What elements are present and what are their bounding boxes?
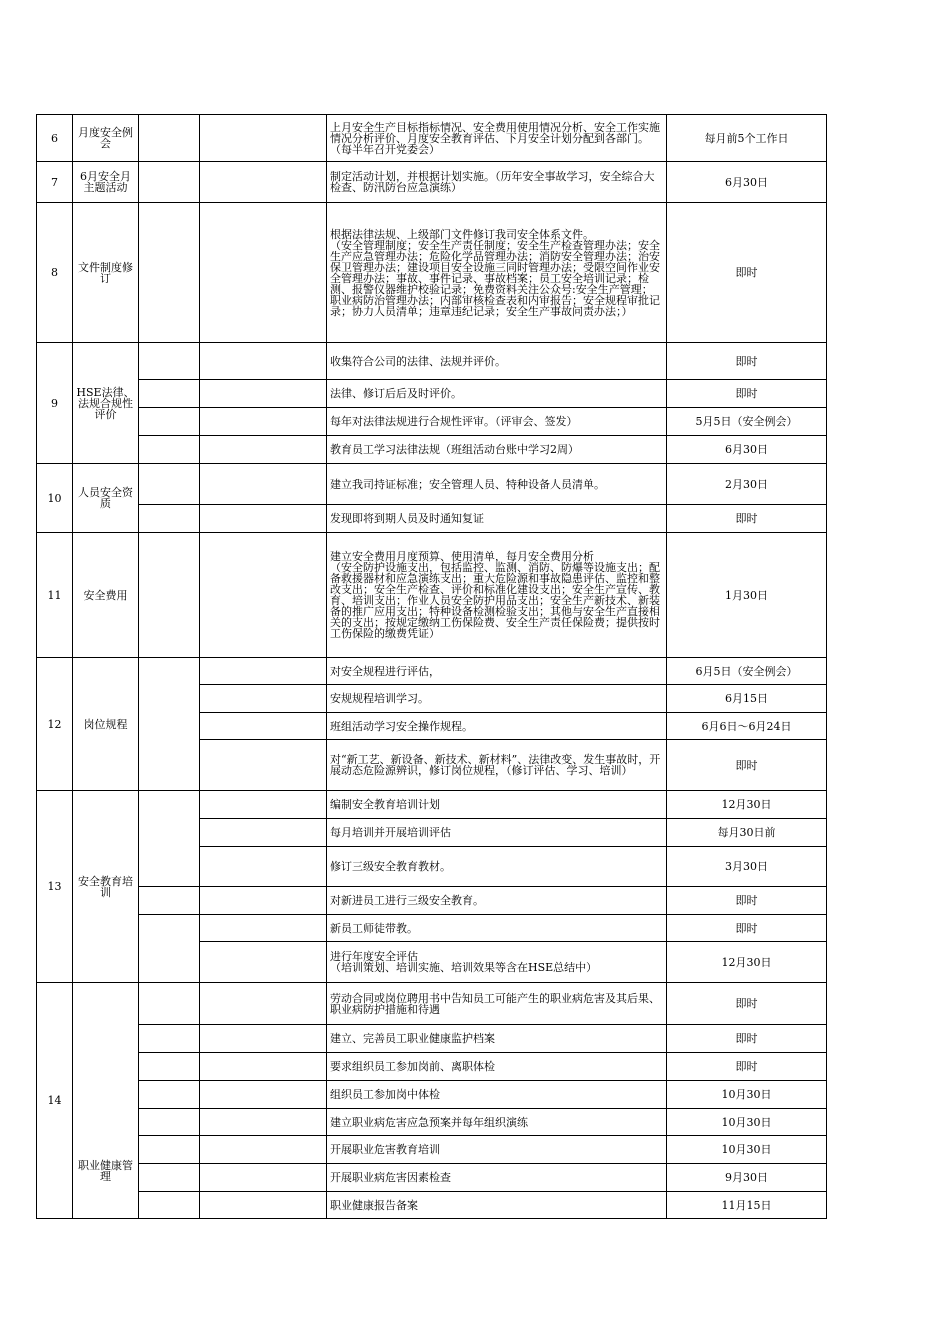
task-deadline: 10月30日 [667,1081,827,1109]
task-content-text: 新员工师徒带教。 [330,921,418,935]
task-deadline: 即时 [667,1025,827,1053]
blank-cell [200,1164,327,1192]
task-deadline: 12月30日 [667,791,827,819]
task-content [327,436,667,464]
task-deadline: 即时 [667,203,827,343]
task-content [327,464,667,505]
task-content-text: 建立、完善员工职业健康监护档案 [330,1032,495,1045]
task-content [327,1136,667,1164]
table-row [37,1164,827,1192]
blank-cell [139,1053,200,1081]
blank-cell [200,408,327,436]
table-row [37,115,827,162]
task-deadline: 10月30日 [667,1109,827,1136]
task-deadline: 10月30日 [667,1136,827,1164]
task-content-text: 法律、修订后后及时评价。 [330,387,462,400]
task-deadline: 6月5日（安全例会） [667,658,827,685]
blank-cell [200,658,327,685]
task-content [327,203,667,343]
blank-cell [139,1081,200,1109]
task-content [327,1053,667,1081]
blank-cell [139,1136,200,1164]
section-item-name: 6月安全月主题活动 [73,162,139,203]
task-deadline: 11月15日 [667,1192,827,1219]
task-content-text: 修订三级安全教育教材。 [330,860,451,873]
task-content [327,942,667,983]
blank-cell [200,1053,327,1081]
blank-cell [200,343,327,380]
blank-cell [200,740,327,791]
blank-cell [139,1164,200,1192]
task-deadline: 每月前5个工作日 [667,115,827,162]
blank-cell [139,533,200,658]
blank-cell [200,1192,327,1219]
task-content [327,380,667,408]
task-content-text: 对新进员工进行三级安全教育。 [330,894,484,907]
task-deadline: 12月30日 [667,942,827,983]
section-item-name: 安全费用 [73,533,139,658]
task-content-text: 建立职业病危害应急预案并每年组织演练 [330,1115,528,1129]
blank-cell [139,115,200,162]
safety-work-plan-table [36,114,827,1219]
blank-cell [139,408,200,436]
blank-cell [200,380,327,408]
table-row [37,505,827,533]
task-content [327,1081,667,1109]
task-content-text: 组织员工参加岗中体检 [330,1088,440,1101]
task-content-text: 开展职业病危害因素检查 [330,1171,451,1184]
blank-cell [200,505,327,533]
blank-cell [139,658,200,791]
blank-cell [200,847,327,887]
section-item-name: 月度安全例会 [73,115,139,162]
blank-cell [200,115,327,162]
blank-cell [200,162,327,203]
blank-cell [139,162,200,203]
task-content-text: 制定活动计划，并根据计划实施。（历年安全事故学习，安全综合大检查、防汛防台应急演练） [330,170,655,194]
table-row [37,203,827,343]
task-content-text: 进行年度安全评估 （培训策划、培训实施、培训效果等含在HSE总结中） [330,950,598,974]
table-row [37,464,827,505]
section-number: 14 [37,983,73,1219]
task-content-text: 要求组织员工参加岗前、离职体检 [330,1060,495,1073]
task-content [327,847,667,887]
section-number: 12 [37,658,73,791]
task-deadline: 9月30日 [667,1164,827,1192]
task-deadline: 5月5日（安全例会） [667,408,827,436]
task-content-text: 对安全规程进行评估， [330,664,440,678]
blank-cell [200,1136,327,1164]
task-content [327,887,667,915]
task-content [327,819,667,847]
task-content [327,915,667,942]
section-number: 11 [37,533,73,658]
section-item-name: HSE法律、法规合规性评价 [73,343,139,464]
task-content-text: 上月安全生产目标指标情况、安全费用使用情况分析、安全工作实施情况分析评价、月度安全教育评估、下月安全计划分配到各部门。（每半年召开党委会） [330,120,660,156]
task-content [327,533,667,658]
blank-cell [139,983,200,1025]
table-row [37,1109,827,1136]
blank-cell [139,1025,200,1053]
table-row [37,380,827,408]
section-number: 13 [37,791,73,983]
table-row [37,983,827,1025]
blank-cell [200,983,327,1025]
task-deadline: 即时 [667,1053,827,1081]
section-number: 9 [37,343,73,464]
section-item-name: 安全教育培训 [73,791,139,983]
section-item-name: 岗位规程 [73,658,139,791]
task-content-text: 对“新工艺、新设备、新技术、新材料”、法律改变、发生事故时，开展动态危险源辨识，修订岗位规程，（修订评估、学习、培训） [330,753,661,777]
task-deadline: 1月30日 [667,533,827,658]
task-deadline: 6月6日～6月24日 [667,713,827,740]
task-content-text: 建立我司持证标准；安全管理人员、特种设备人员清单。 [330,477,605,491]
table-row [37,658,827,685]
blank-cell [200,685,327,713]
task-deadline: 6月30日 [667,162,827,203]
task-deadline: 即时 [667,505,827,533]
task-content [327,162,667,203]
task-content [327,791,667,819]
task-content [327,983,667,1025]
task-content-text: 教育员工学习法律法规（班组活动台账中学习2周） [330,443,579,456]
task-deadline: 2月30日 [667,464,827,505]
blank-cell [139,887,200,915]
blank-cell [139,915,200,983]
blank-cell [200,436,327,464]
task-content-text: 每月培训并开展培训评估 [330,826,451,839]
section-number: 7 [37,162,73,203]
table-row [37,343,827,380]
blank-cell [139,791,200,887]
task-content-text: 建立安全费用月度预算、使用清单，每月安全费用分析 （安全防护设施支出，包括监控、监测、消防、防爆等设施支出；配备救援器材和应急演练支出；重大危险源和事故隐患评估、监控和整改支出；安全生产检查、评价和标准化建设支出；安全生产宣传、教育、培训支出；作业人员安全防护用品支出；安全生产新技术、新装备的推广应用支出；特种设备检测检验支出；其他与安全生产直接相关的支出；按规定缴纳工伤保险费、安全生产责任保险费；提供按时工伤保险的缴费凭证） [330,550,660,640]
section-number: 10 [37,464,73,533]
task-content-text: 职业健康报告备案 [330,1198,418,1212]
blank-cell [200,464,327,505]
task-content-text: 每年对法律法规进行合规性评审。（评审会、签发） [330,415,578,428]
blank-cell [200,713,327,740]
section-item-name: 职业健康管理 [73,983,139,1219]
blank-cell [200,533,327,658]
task-deadline: 即时 [667,915,827,942]
task-content [327,1192,667,1219]
task-deadline: 即时 [667,983,827,1025]
task-content-text: 班组活动学习安全操作规程。 [330,719,473,733]
table-row [37,533,827,658]
blank-cell [200,1025,327,1053]
table-row [37,408,827,436]
blank-cell [139,380,200,408]
task-content [327,1164,667,1192]
blank-cell [200,1109,327,1136]
schedule-sheet [36,114,826,1219]
task-content-text: 劳动合同或岗位聘用书中告知员工可能产生的职业病危害及其后果、职业病防护措施和待遇 [330,991,660,1016]
task-content [327,658,667,685]
table-row [37,1053,827,1081]
task-content [327,1025,667,1053]
task-content-text: 收集符合公司的法律、法规并评价。 [330,354,506,368]
table-row [37,791,827,819]
task-content [327,343,667,380]
table-row [37,162,827,203]
blank-cell [200,915,327,942]
blank-cell [200,942,327,983]
task-deadline: 每月30日前 [667,819,827,847]
task-content [327,408,667,436]
blank-cell [139,505,200,533]
table-row [37,1025,827,1053]
table-row [37,1136,827,1164]
blank-cell [139,1192,200,1219]
task-content [327,713,667,740]
task-content [327,505,667,533]
blank-cell [200,791,327,819]
blank-cell [200,203,327,343]
task-deadline: 6月30日 [667,436,827,464]
task-deadline: 6月15日 [667,685,827,713]
task-content [327,685,667,713]
table-row [37,887,827,915]
task-content-text: 根据法律法规、上级部门文件修订我司安全体系文件。 （安全管理制度；安全生产责任制度；安全生产检查管理办法；安全生产应急管理办法；危险化学品管理办法；消防安全管理办法；治安保卫管理办法；建设项目安全设施三同时管理办法；受限空间作业安全管理办法；事故、事件记录、事故档案；员工安全培训记录；检测、报警仪器维护校验记录；免费资料关注公众号:安全生产管理；职业病防治管理办法；内部审核检查表和内审报告；安全规程审批记录；协力人员清单；违章违纪记录；安全生产事故问责办法；） [330,227,660,318]
section-item-name: 人员安全资质 [73,464,139,533]
blank-cell [139,464,200,505]
task-deadline: 即时 [667,740,827,791]
task-content [327,115,667,162]
task-content-text: 安规规程培训学习。 [330,692,429,705]
task-content-text: 开展职业危害教育培训 [330,1143,440,1156]
task-deadline: 3月30日 [667,847,827,887]
blank-cell [139,343,200,380]
table-row [37,1192,827,1219]
task-deadline: 即时 [667,343,827,380]
task-content-text: 发现即将到期人员及时通知复证 [330,512,484,525]
table-row [37,1081,827,1109]
blank-cell [200,887,327,915]
section-number: 8 [37,203,73,343]
task-content [327,1109,667,1136]
task-deadline: 即时 [667,380,827,408]
task-content-text: 编制安全教育培训计划 [330,798,440,811]
section-item-name: 文件制度修订 [73,203,139,343]
section-number: 6 [37,115,73,162]
task-deadline: 即时 [667,887,827,915]
blank-cell [139,203,200,343]
blank-cell [200,1081,327,1109]
blank-cell [139,436,200,464]
task-content [327,740,667,791]
blank-cell [139,1109,200,1136]
blank-cell [200,819,327,847]
table-row [37,915,827,942]
table-row [37,436,827,464]
